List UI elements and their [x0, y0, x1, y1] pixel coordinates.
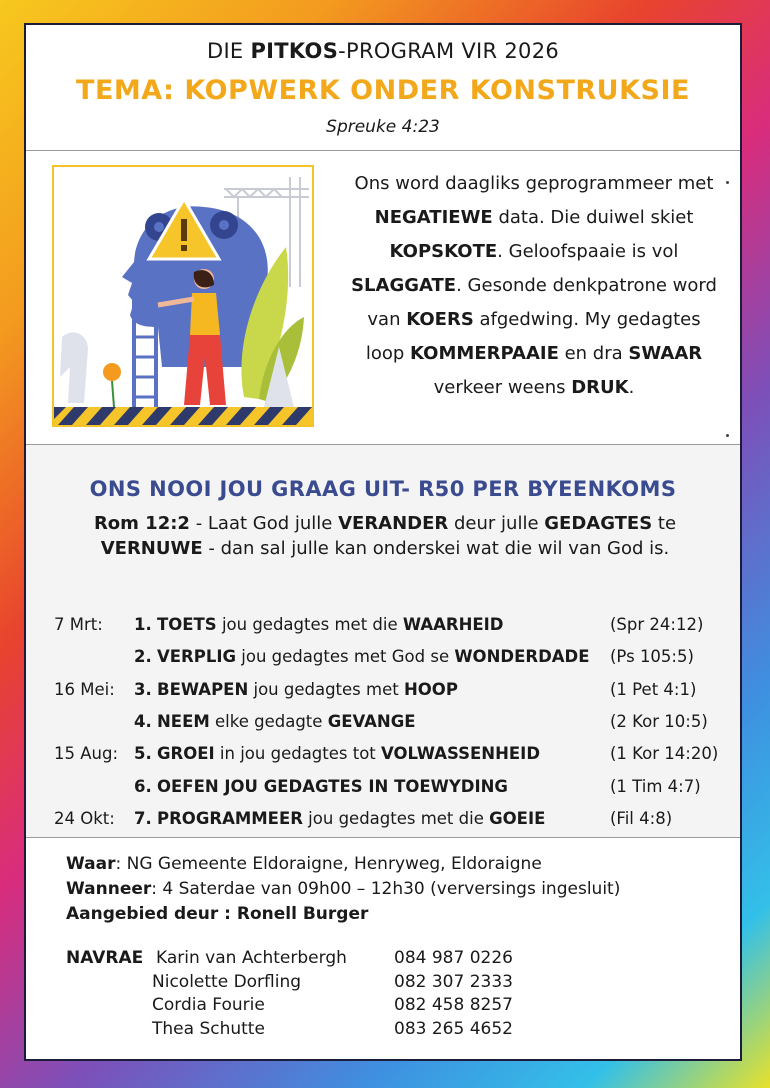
contact-phone: 082 307 2333 [394, 971, 513, 992]
contact-phone: 082 458 8257 [394, 995, 513, 1015]
emphasis-text: KOMMERPAAIE [410, 343, 559, 364]
emphasis-text: VOLWASSENHEID [381, 744, 541, 764]
corner-dot [726, 181, 729, 184]
session-number: 7. [134, 808, 152, 828]
body-text: data. Die duiwel skiet [492, 207, 694, 228]
contact-name: Thea Schutte [152, 1018, 265, 1039]
title-bold: PITKOS [250, 39, 339, 63]
session-reference: (1 Pet 4:1) [610, 679, 697, 699]
session-date: 24 Okt: [54, 808, 115, 828]
session-title [157, 777, 508, 796]
body-text: . Geloofspaaie is vol [497, 241, 679, 262]
session-reference: (Fil 4:8) [610, 808, 673, 828]
session-row [26, 773, 740, 803]
construction-head-illustration [52, 165, 314, 427]
emphasis-text: BEWAPEN [157, 679, 249, 699]
theme-title: TEMA: KOPWERK ONDER KONSTRUKSIE [76, 75, 690, 106]
intro-paragraph [348, 167, 720, 405]
body-text: elke gedagte [209, 711, 328, 731]
session-row [26, 676, 740, 706]
emphasis-text: GOEIE [489, 808, 546, 828]
contact-name: Karin van Achterbergh [156, 948, 347, 968]
emphasis-text: VERANDER [338, 513, 449, 534]
contact-name: Cordia Fourie [152, 995, 265, 1015]
body-text: . [628, 377, 635, 398]
emphasis-text: NEGATIEWE [374, 207, 493, 228]
corner-dot [726, 434, 729, 437]
intro-section [26, 151, 740, 445]
contact-phone: 084 987 0226 [394, 948, 513, 968]
header [26, 25, 740, 151]
venue-label: Waar [66, 854, 116, 874]
body-text: deur julle [448, 513, 545, 534]
body-text: - Laat God julle [189, 513, 339, 534]
session-row [26, 611, 740, 641]
body-text: verkeer weens [433, 377, 572, 398]
title-post: -PROGRAM VIR 2026 [338, 39, 560, 63]
details-section [26, 838, 740, 1059]
emphasis-text: GEVANGE [327, 711, 416, 731]
time-label: Wanneer [66, 879, 152, 899]
session-row [26, 740, 740, 770]
emphasis-text: HOOP [403, 679, 458, 699]
body-text: - dan sal julle kan onderskei wat die wil van God is. [202, 538, 670, 559]
emphasis-text: SLAGGATE [351, 275, 457, 296]
enquiries-label: NAVRAE [66, 948, 144, 968]
venue-value: : NG Gemeente Eldoraigne, Henryweg, Eldoraigne [115, 854, 542, 874]
session-row [26, 643, 740, 673]
body-text: te [652, 513, 677, 534]
presenter-label: Aangebied deur : Ronell Burger [66, 904, 369, 924]
emphasis-text: KOERS [406, 309, 474, 330]
title-pre: DIE [206, 39, 251, 63]
emphasis-text: TOETS [157, 615, 217, 634]
session-number: 2. [134, 647, 152, 667]
emphasis-text: Rom 12:2 [93, 513, 190, 534]
contact-phone: 083 265 4652 [394, 1018, 513, 1039]
session-date: 15 Aug: [54, 744, 119, 764]
session-number: 1. [134, 615, 152, 634]
body-text: jou gedagtes met [248, 679, 404, 699]
body-text: in jou gedagtes tot [214, 744, 382, 764]
time-line [66, 879, 620, 899]
emphasis-text: PROGRAMMEER [157, 808, 303, 828]
emphasis-text: GEDAGTES [544, 513, 653, 534]
invitation-section [26, 445, 740, 838]
emphasis-text: GROEI [157, 744, 215, 764]
session-title [157, 680, 458, 699]
emphasis-text: OEFEN JOU GEDAGTES IN TOEWYDING [157, 776, 508, 796]
session-title [157, 647, 590, 666]
session-number: 3. [134, 679, 152, 699]
body-text: jou gedagtes met God se [236, 647, 455, 667]
session-reference: (1 Kor 14:20) [610, 744, 719, 764]
emphasis-text: VERPLIG [157, 647, 237, 667]
session-date: 7 Mrt: [54, 615, 103, 634]
program-title [26, 39, 740, 63]
venue-line [66, 854, 542, 874]
emphasis-text: VERNUWE [100, 538, 203, 559]
head-illustration-icon [54, 167, 312, 425]
session-reference: (1 Tim 4:7) [610, 776, 701, 796]
body-text: en dra [558, 343, 629, 364]
session-number: 5. [134, 744, 152, 764]
contact-name: Nicolette Dorfling [152, 971, 302, 992]
invitation-title: ONS NOOI JOU GRAAG UIT- R50 PER BYEENKOMS [89, 477, 677, 501]
session-date: 16 Mei: [54, 679, 115, 699]
emphasis-text: NEEM [157, 711, 210, 731]
session-number: 6. [134, 776, 152, 796]
emphasis-text: WAARHEID [402, 615, 504, 634]
emphasis-text: WONDERDADE [454, 647, 590, 667]
session-reference: (Ps 105:5) [610, 647, 694, 667]
emphasis-text: KOPSKOTE [389, 241, 498, 262]
body-text: jou gedagtes met die [302, 808, 490, 828]
body-text: . Gesonde denkpatrone word van [367, 275, 717, 330]
presenter-line [66, 904, 368, 924]
body-text: Ons word daagliks geprogrammeer met [354, 173, 714, 194]
body-text: jou gedagtes met die [216, 615, 403, 634]
emphasis-text: SWAAR [628, 343, 703, 364]
poster [24, 23, 742, 1061]
time-value: : 4 Saterdae van 09h00 – 12h30 (verversings ingesluit) [151, 879, 621, 899]
session-title [157, 615, 504, 634]
session-title [157, 744, 540, 763]
romans-verse [60, 511, 710, 561]
session-reference: (2 Kor 10:5) [610, 711, 708, 731]
emphasis-text: DRUK [571, 377, 629, 398]
session-row [26, 708, 740, 738]
scripture-reference: Spreuke 4:23 [326, 117, 440, 137]
body-text: afgedwing. My gedagtes loop [365, 309, 701, 364]
session-reference: (Spr 24:12) [610, 615, 704, 634]
session-row [26, 805, 740, 835]
session-number: 4. [134, 711, 152, 731]
session-title [157, 712, 416, 731]
session-title [157, 809, 545, 828]
